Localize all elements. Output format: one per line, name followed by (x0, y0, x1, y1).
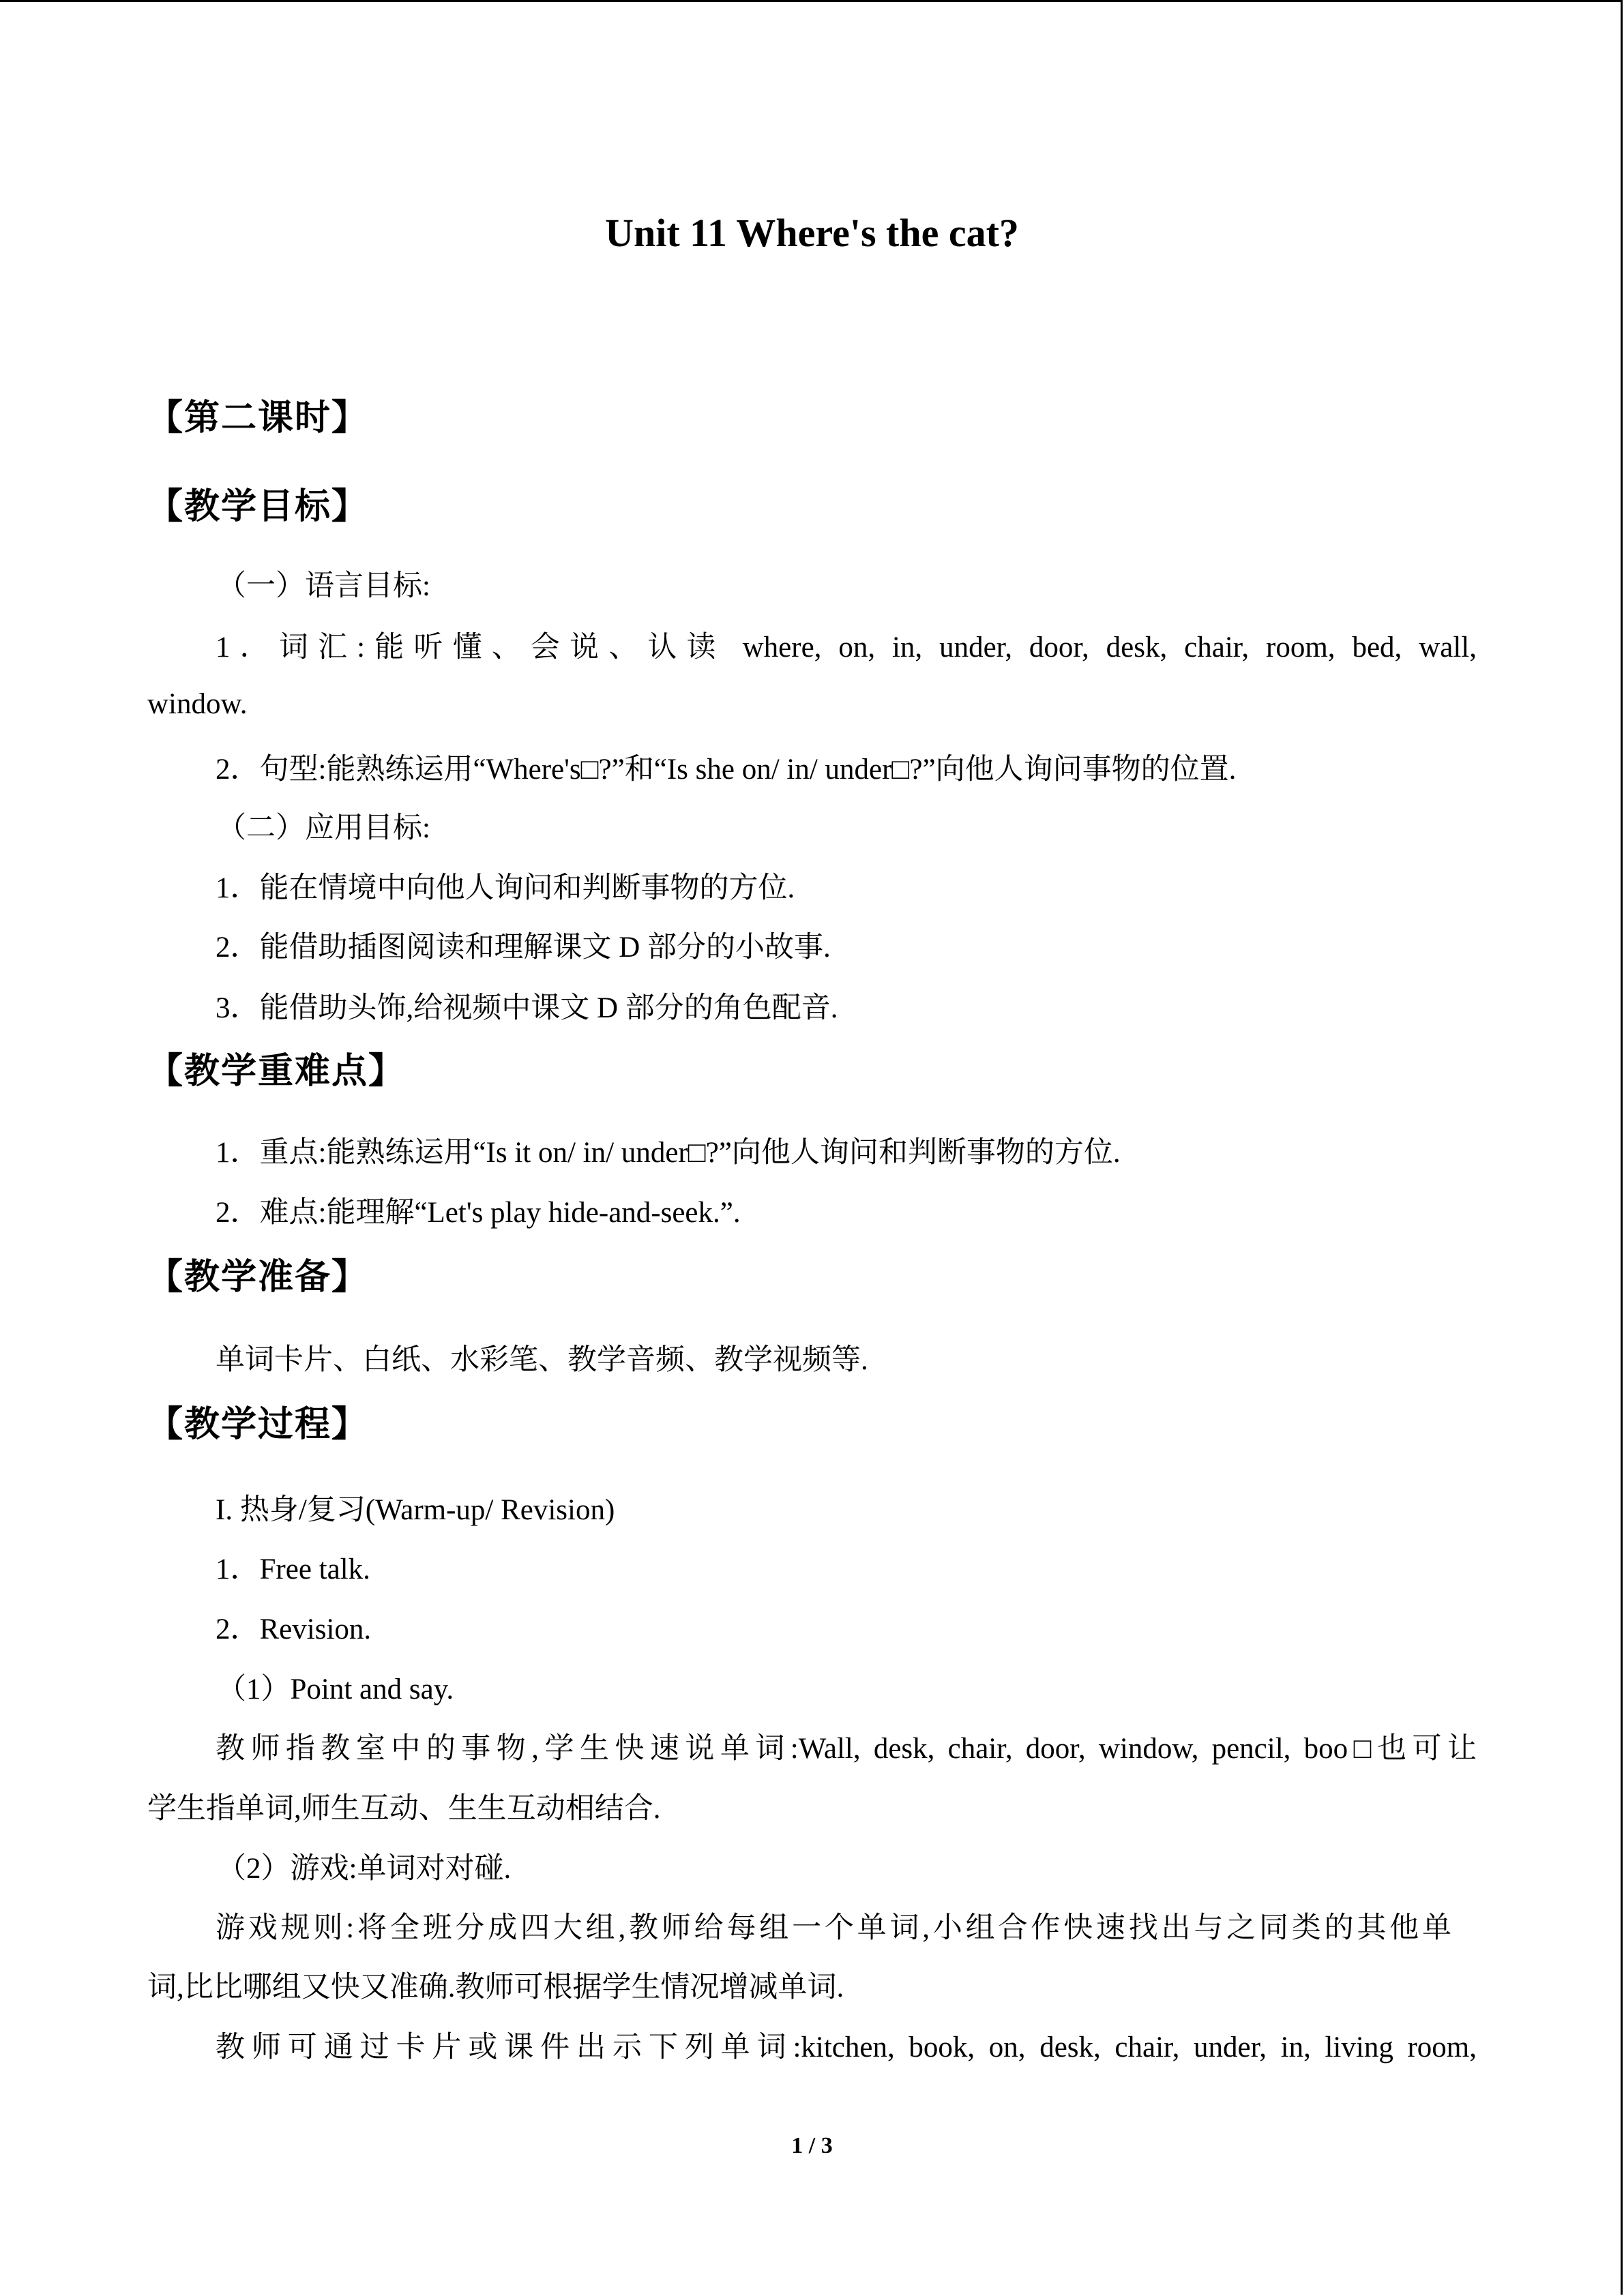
heading-lesson: 【第二课时】 (147, 398, 369, 438)
key-point-1: 1．重点:能熟练运用“Is it on/ in/ under□?”向他人询问和判断事物的方位. (216, 1137, 1121, 1169)
game-item: （2）游戏:单词对对碰. (217, 1853, 512, 1885)
point-say-paragraph-line-2: 学生指单词,师生互动、生生互动相结合. (147, 1793, 661, 1825)
heading-process: 【教学过程】 (147, 1404, 369, 1445)
point-and-say-item: （1）Point and say. (217, 1673, 454, 1705)
heading-key-points: 【教学重难点】 (147, 1051, 406, 1092)
key-point-2: 2．难点:能理解“Let's play hide-and-seek.”. (216, 1197, 741, 1229)
point-say-paragraph-line-1: 教师指教室中的事物,学生快速说单词:Wall, desk, chair, door, window, pencil, boo□也可让 (216, 1733, 1477, 1765)
page-number: 1 / 3 (791, 2133, 833, 2158)
language-goal-label: （一）语言目标: (217, 570, 430, 602)
warmup-heading: I. 热身/复习(Warm-up/ Revision) (216, 1494, 615, 1526)
sentence-goal: 2．句型:能熟练运用“Where's□?”和“Is she on/ in/ under□?”向他人询问事物的位置. (216, 754, 1237, 786)
application-item-1: 1．能在情境中向他人询问和判断事物的方位. (216, 872, 795, 904)
vocab-line-1: 1．词汇:能听懂、会说、认读 where, on, in, under, door, desk, chair, room, bed, wall, (216, 631, 1477, 664)
application-goal-label: （二）应用目标: (217, 812, 430, 844)
heading-objectives: 【教学目标】 (147, 486, 369, 527)
heading-preparation: 【教学准备】 (147, 1257, 369, 1298)
preparation-text: 单词卡片、白纸、水彩笔、教学音频、教学视频等. (216, 1344, 868, 1376)
word-cards-line: 教师可通过卡片或课件出示下列单词:kitchen, book, on, desk, chair, under, in, living room, (216, 2031, 1477, 2063)
game-rule-line-2: 词,比比哪组又快又准确.教师可根据学生情况增减单词. (147, 1971, 844, 2003)
free-talk-item: 1．Free talk. (216, 1553, 370, 1585)
application-item-2: 2．能借助插图阅读和理解课文 D 部分的小故事. (216, 931, 831, 964)
vocab-line-2: window. (147, 688, 248, 720)
revision-item: 2．Revision. (216, 1613, 372, 1645)
document-title: Unit 11 Where's the cat? (605, 211, 1019, 255)
application-item-3: 3．能借助头饰,给视频中课文 D 部分的角色配音. (216, 992, 838, 1024)
game-rule-line-1: 游戏规则:将全班分成四大组,教师给每组一个单词,小组合作快速找出与之同类的其他单 (216, 1912, 1451, 1944)
